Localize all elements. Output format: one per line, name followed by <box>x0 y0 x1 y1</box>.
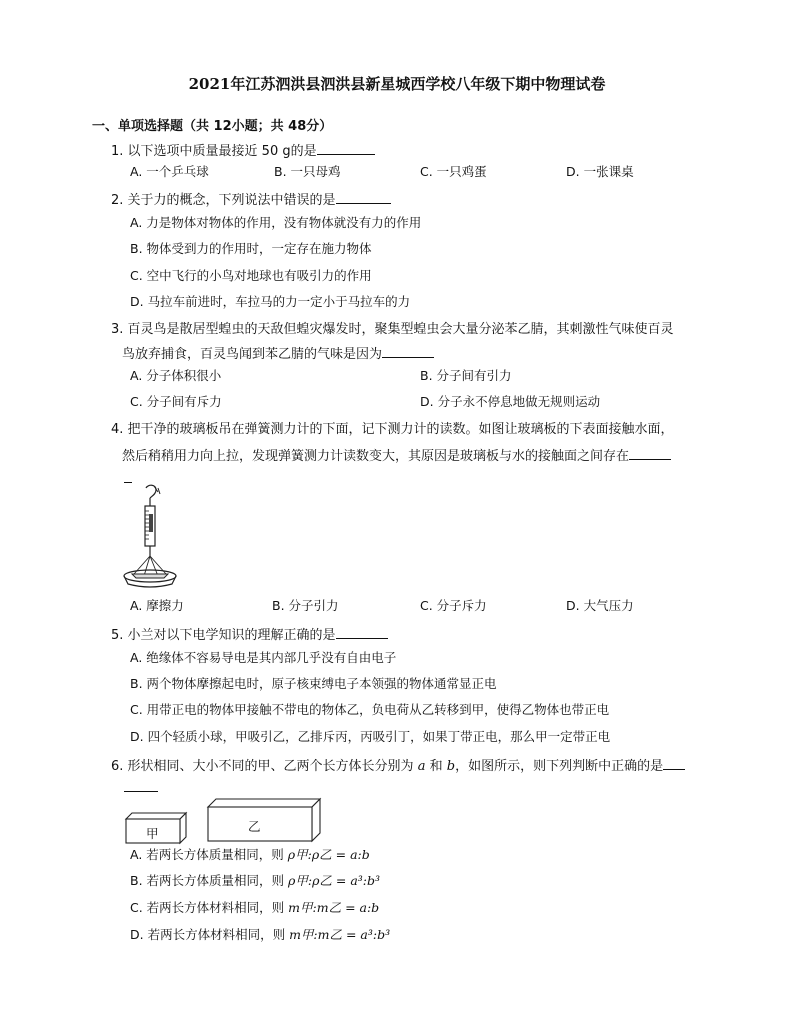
answer-blank-continuation <box>124 791 158 792</box>
glass-plate <box>132 574 168 578</box>
spring-scale-figure <box>118 484 190 588</box>
box-yi <box>208 799 320 841</box>
q3-option-c: C. 分子间有斥力 <box>130 394 222 409</box>
variable-b: b <box>446 759 456 774</box>
answer-blank <box>663 756 685 770</box>
variable-a: a <box>417 759 426 774</box>
q4-option-c: C. 分子斥力 <box>420 598 487 613</box>
q6-option-a-formula: ρ甲:ρ乙 = a:b <box>287 847 370 862</box>
page-title: 2021年江苏泗洪县泗洪县新星城西学校八年级下期中物理试卷 <box>188 75 606 93</box>
q6-option-d-formula: m甲:m乙 = a³:b³ <box>289 927 391 942</box>
question-4-stem-line2: 然后稍稍用力向上拉，发现弹簧测力计读数变大，其原因是玻璃板与水的接触面之间存在 <box>122 446 671 466</box>
q5-option-b: B. 两个物体摩擦起电时，原子核束缚电子本领强的物体通常显正电 <box>130 676 497 691</box>
q1-option-b: B. 一只母鸡 <box>274 164 341 179</box>
question-2-stem: 2. 关于力的概念，下列说法中错误的是 <box>111 190 391 210</box>
q6-option-a: A. 若两长方体质量相同，则 ρ甲:ρ乙 = a:b <box>130 847 370 862</box>
answer-blank <box>317 141 375 155</box>
q3-option-b: B. 分子间有引力 <box>420 368 512 383</box>
question-3-stem-line2: 鸟放弃捕食，百灵鸟闻到苯乙腈的气味是因为 <box>122 344 434 364</box>
q3-option-a: A. 分子体积很小 <box>130 368 222 383</box>
q4-option-b: B. 分子引力 <box>272 598 339 613</box>
q2-option-b: B. 物体受到力的作用时，一定存在施力物体 <box>130 241 372 256</box>
question-3-stem-line1: 3. 百灵鸟是散居型蝗虫的天敌但蝗灾爆发时，聚集型蝗虫会大量分泌苯乙腈，其刺激性气味使百灵 <box>111 322 674 337</box>
question-4-stem-line1: 4. 把干净的玻璃板吊在弹簧测力计的下面，记下测力计的读数。如图让玻璃板的下表面接触水面， <box>111 422 674 437</box>
q1-option-a: A. 一个乒乓球 <box>130 164 209 179</box>
q3-option-d: D. 分子永不停息地做无规则运动 <box>420 394 601 409</box>
answer-blank <box>382 344 434 358</box>
q2-option-c: C. 空中飞行的小鸟对地球也有吸引力的作用 <box>130 268 372 283</box>
spring-pointer <box>149 514 153 532</box>
q6-option-c-formula: m甲:m乙 = a:b <box>288 900 380 915</box>
q6-option-b: B. 若两长方体质量相同，则 ρ甲:ρ乙 = a³:b³ <box>130 873 381 888</box>
q2-option-a: A. 力是物体对物体的作用，没有物体就没有力的作用 <box>130 215 422 230</box>
q1-option-d: D. 一张课桌 <box>566 164 634 179</box>
answer-blank-continuation <box>124 482 132 483</box>
answer-blank <box>336 625 388 639</box>
box-jia-label: 甲 <box>146 826 159 841</box>
question-6-stem: 6. 形状相同、大小不同的甲、乙两个长方体长分别为 a 和 b，如图所示，则下列判断中正确的是 <box>111 756 685 776</box>
q6-option-b-formula: ρ甲:ρ乙 = a³:b³ <box>288 873 381 888</box>
box-yi-label: 乙 <box>248 819 261 834</box>
question-1-stem: 1. 以下选项中质量最接近 50 g的是 <box>111 141 375 161</box>
q1-option-c: C. 一只鸡蛋 <box>420 164 487 179</box>
q6-option-c: C. 若两长方体材料相同，则 m甲:m乙 = a:b <box>130 900 380 915</box>
q6-option-d: D. 若两长方体材料相同，则 m甲:m乙 = a³:b³ <box>130 927 391 942</box>
q5-option-a: A. 绝缘体不容易导电是其内部几乎没有自由电子 <box>130 650 397 665</box>
answer-blank <box>336 190 391 204</box>
strings <box>134 556 166 576</box>
section-heading: 一、单项选择题（共 12小题；共 48分） <box>92 119 333 134</box>
q2-option-d: D. 马拉车前进时，车拉马的力一定小于马拉车的力 <box>130 294 411 309</box>
q5-option-d: D. 四个轻质小球，甲吸引乙，乙排斥丙，丙吸引丁，如果丁带正电，那么甲一定带正电 <box>130 729 611 744</box>
question-5-stem: 5. 小兰对以下电学知识的理解正确的是 <box>111 625 388 645</box>
q4-option-a: A. 摩擦力 <box>130 598 184 613</box>
q4-option-d: D. 大气压力 <box>566 598 634 613</box>
q5-option-c: C. 用带正电的物体甲接触不带电的物体乙，负电荷从乙转移到甲，使得乙物体也带正电 <box>130 702 610 717</box>
answer-blank <box>629 446 671 460</box>
